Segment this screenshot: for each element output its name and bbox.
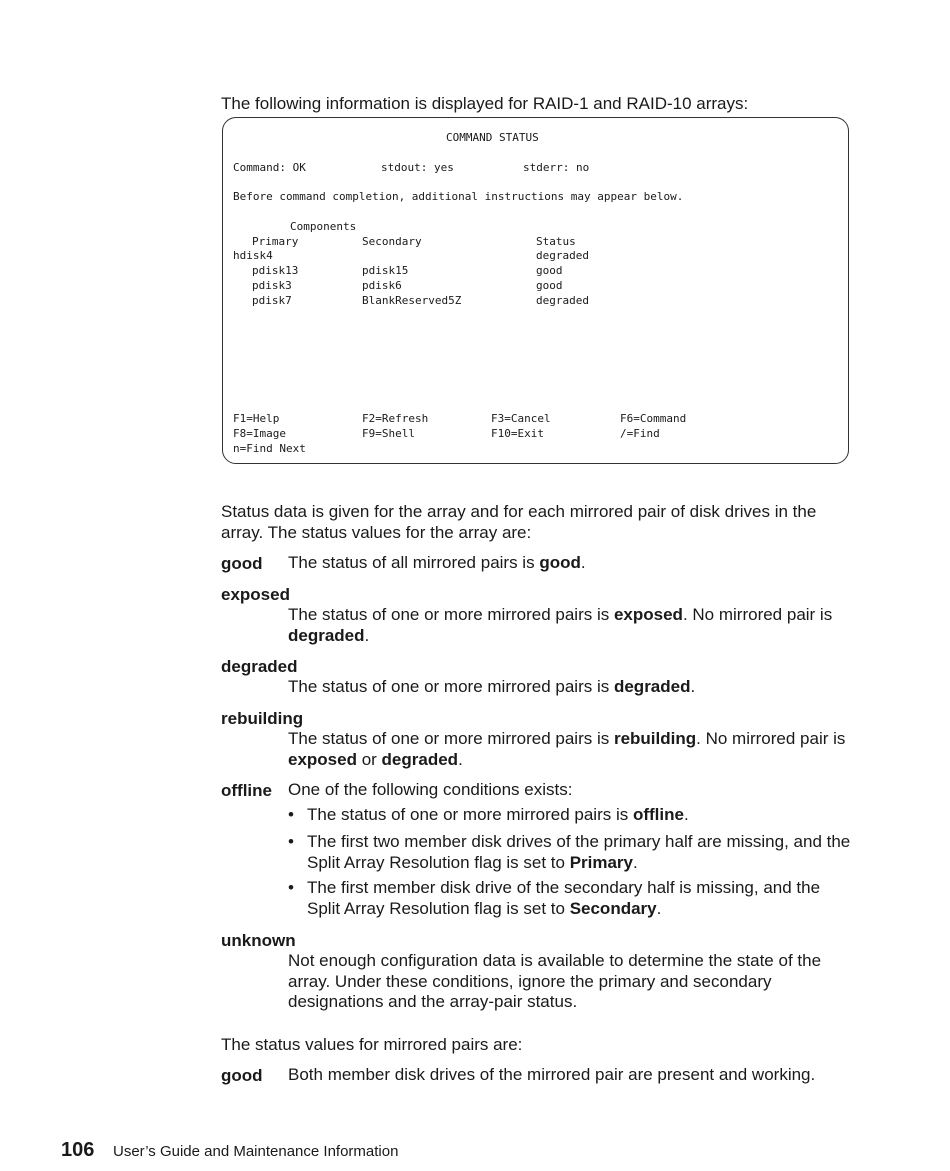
paragraph-line: Status data is given for the array and for each mirrored pair of disk drives in the xyxy=(221,502,817,521)
command-status-screen xyxy=(222,117,849,464)
running-footer-title: User’s Guide and Maintenance Information xyxy=(113,1143,399,1160)
array-name: hdisk4 xyxy=(233,249,273,262)
status-paragraph xyxy=(221,501,816,543)
screen-title: COMMAND STATUS xyxy=(446,131,539,144)
term-good: good xyxy=(221,554,263,573)
definition-text: array. Under these conditions, ignore the primary and secondary xyxy=(288,971,772,991)
row-primary: pdisk3 xyxy=(252,279,292,292)
list-item: • The first member disk drive of the secondary half is missing, and the Split Array Resolution flag is set to Secondary. xyxy=(288,878,858,920)
row-status: good xyxy=(536,279,563,292)
definition-text: The status of one or more mirrored pairs is xyxy=(307,805,633,824)
fkey-command[interactable]: F6=Command xyxy=(620,412,687,425)
array-status: degraded xyxy=(536,249,589,262)
definition-text: The status of one or more mirrored pairs is xyxy=(288,729,614,748)
stderr-status: stderr: no xyxy=(523,161,590,174)
term-offline: offline xyxy=(221,781,272,800)
row-primary: pdisk13 xyxy=(252,264,299,277)
stdout-status: stdout: yes xyxy=(381,161,454,174)
term-unknown: unknown xyxy=(221,931,296,950)
term-pair-good: good xyxy=(221,1066,263,1085)
fkey-exit[interactable]: F10=Exit xyxy=(491,427,544,440)
row-secondary: pdisk15 xyxy=(362,264,409,277)
fkey-refresh[interactable]: F2=Refresh xyxy=(362,412,429,425)
list-item: • The first two member disk drives of the primary half are missing, and the Split Array Resolution flag is set to Primary. xyxy=(288,832,858,874)
fkey-shell[interactable]: F9=Shell xyxy=(362,427,415,440)
term-rebuilding: rebuilding xyxy=(221,709,304,728)
row-status: degraded xyxy=(536,294,589,307)
definition-emphasis: exposed xyxy=(613,605,683,624)
definition-text: designations and the array-pair status. xyxy=(288,992,578,1011)
definition-degraded: The status of one or more mirrored pairs is degraded. xyxy=(288,677,696,696)
command-result: Command: OK xyxy=(233,161,306,174)
row-status: good xyxy=(536,264,563,277)
bullet-icon: • xyxy=(288,805,294,824)
definition-exposed: The status of one or more mirrored pairs is exposed. No mirrored pair is degraded. xyxy=(288,605,833,645)
definition-emphasis: exposed xyxy=(288,749,357,769)
pair-status-intro: The status values for mirrored pairs are: xyxy=(221,1035,523,1054)
definition-text: or xyxy=(356,749,382,769)
definition-emphasis: rebuilding xyxy=(613,729,697,748)
definition-text: The status of all mirrored pairs is xyxy=(288,553,540,572)
definition-text: The first member disk drive of the secondary half is missing, and the xyxy=(307,878,821,897)
term-exposed: exposed xyxy=(221,585,290,604)
paragraph-line: array. The status values for the array are: xyxy=(221,523,532,542)
definition-text: The status of one or more mirrored pairs is xyxy=(288,677,614,696)
column-secondary: Secondary xyxy=(362,235,422,248)
definition-emphasis: degraded xyxy=(381,749,459,769)
definition-emphasis: Secondary xyxy=(569,898,657,918)
term-degraded: degraded xyxy=(221,657,298,676)
fkey-cancel[interactable]: F3=Cancel xyxy=(491,412,551,425)
column-primary: Primary xyxy=(252,235,299,248)
definition-rebuilding: The status of one or more mirrored pairs is rebuilding. No mirrored pair is exposed or degraded. xyxy=(288,729,846,769)
definition-emphasis: degraded xyxy=(613,677,691,696)
components-header: Components xyxy=(290,220,357,233)
definition-text: Split Array Resolution flag is set to xyxy=(307,852,570,872)
definition-good: The status of all mirrored pairs is good. xyxy=(288,553,586,572)
fkey-image[interactable]: F8=Image xyxy=(233,427,286,440)
definition-emphasis: offline xyxy=(632,805,684,824)
page-number: 106 xyxy=(61,1139,95,1161)
fkey-help[interactable]: F1=Help xyxy=(233,412,280,425)
fkey-find[interactable]: /=Find xyxy=(620,427,660,440)
definition-offline-intro: One of the following conditions exists: xyxy=(288,780,573,799)
screen-notice: Before command completion, additional instructions may appear below. xyxy=(233,190,684,203)
definition-text: The first two member disk drives of the primary half are missing, and the xyxy=(307,832,851,851)
row-primary: pdisk7 xyxy=(252,294,292,307)
bullet-icon: • xyxy=(288,832,294,851)
intro-sentence: The following information is displayed for RAID-1 and RAID-10 arrays: xyxy=(221,94,749,113)
definition-pair-good: Both member disk drives of the mirrored pair are present and working. xyxy=(288,1065,816,1084)
definition-unknown xyxy=(288,951,858,1013)
definition-text: Split Array Resolution flag is set to xyxy=(307,898,570,918)
row-secondary: BlankReserved5Z xyxy=(362,294,462,307)
definition-emphasis: degraded xyxy=(288,625,365,645)
definition-text: . No mirrored pair is xyxy=(696,729,846,748)
definition-emphasis: good xyxy=(539,553,581,572)
list-item: • The status of one or more mirrored pairs is offline. xyxy=(288,805,689,824)
column-status: Status xyxy=(536,235,576,248)
fkey-find-next[interactable]: n=Find Next xyxy=(233,442,306,455)
definition-text: The status of one or more mirrored pairs is xyxy=(288,605,614,624)
definition-text: . No mirrored pair is xyxy=(682,605,833,624)
definition-emphasis: Primary xyxy=(569,852,634,872)
definition-text: Not enough configuration data is available to determine the state of the xyxy=(288,951,822,970)
bullet-icon: • xyxy=(288,878,294,897)
row-secondary: pdisk6 xyxy=(362,279,402,292)
